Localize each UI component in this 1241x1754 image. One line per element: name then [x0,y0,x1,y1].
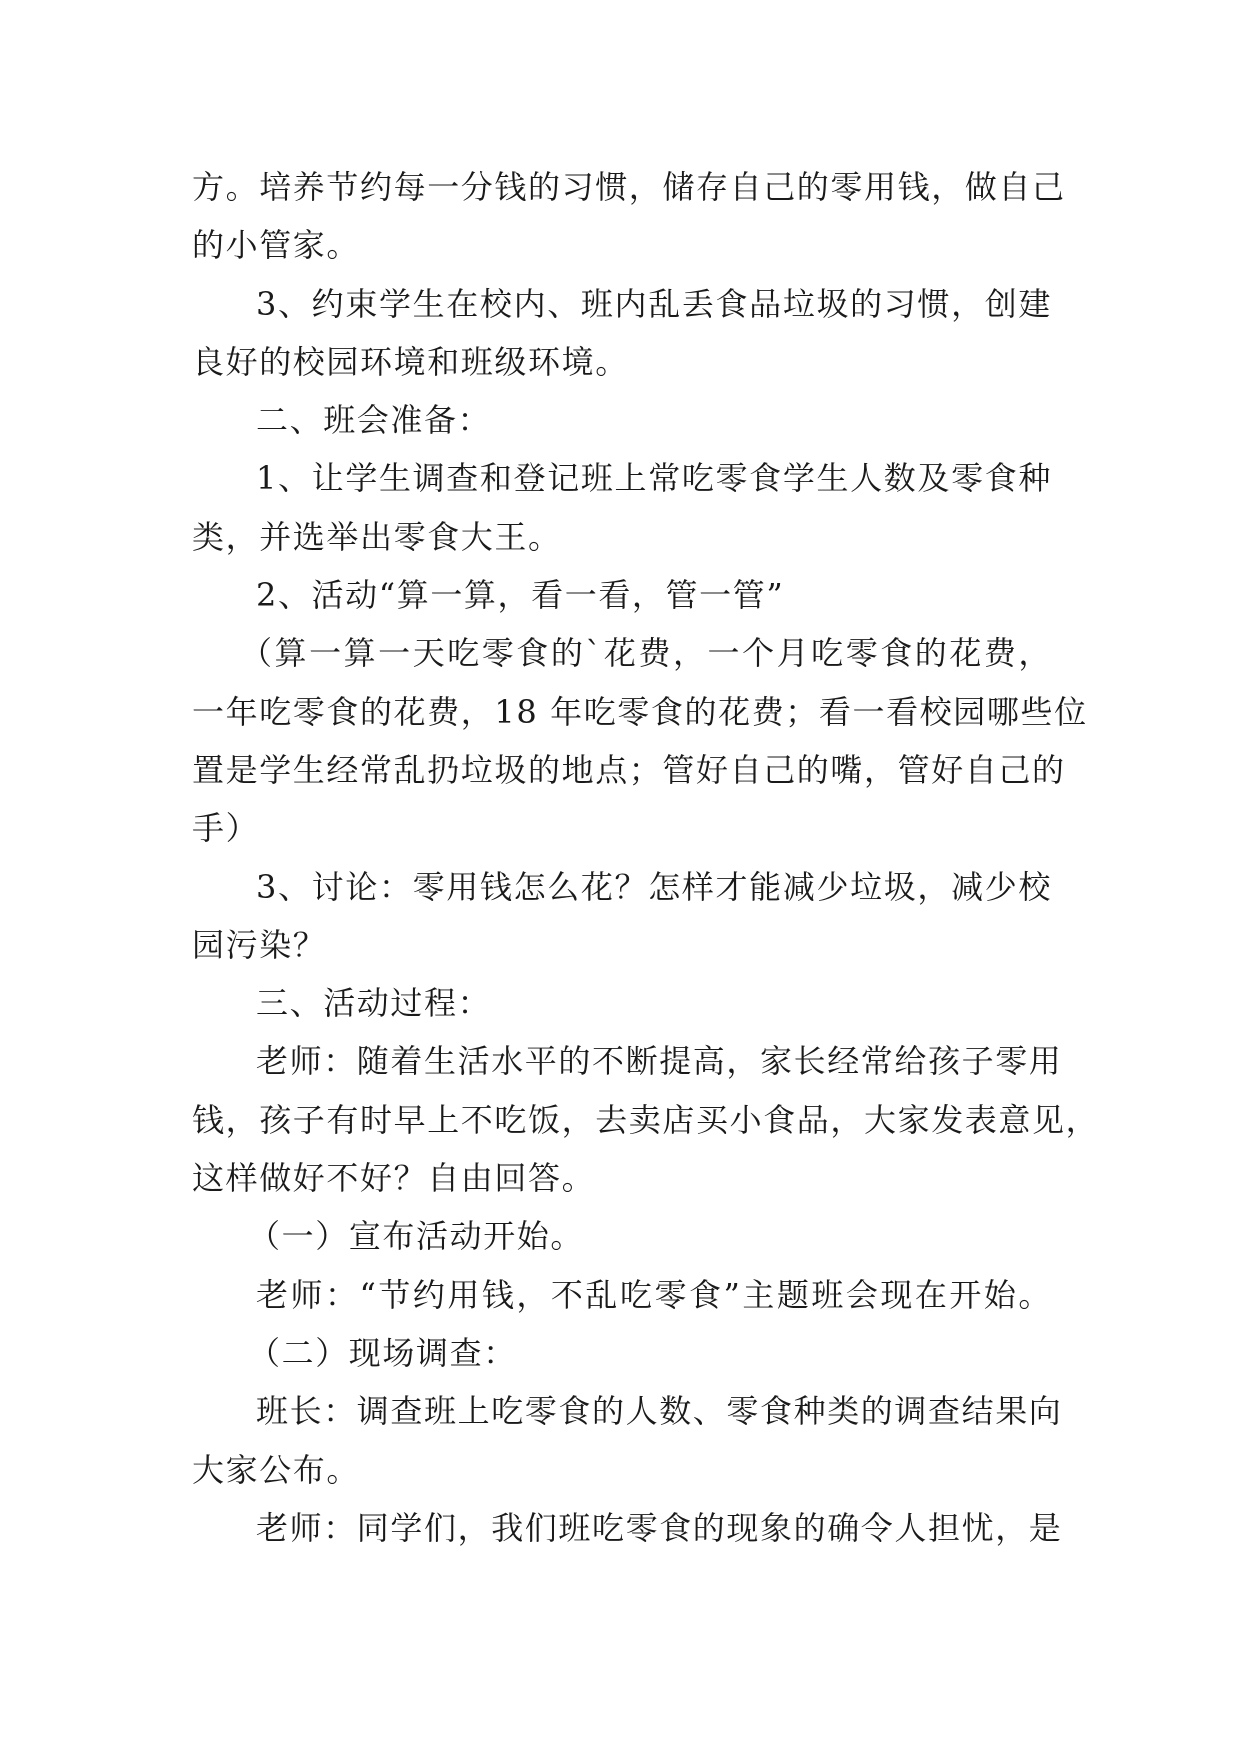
text-line: 大家公布。 [192,1450,361,1489]
document-body [192,158,1100,1557]
text-line: 老师：“节约用钱，不乱吃零食”主题班会现在开始。 [256,1275,1052,1314]
text-line: 的小管家。 [192,226,361,265]
text-line: 3、约束学生在校内、班内乱丢食品垃圾的习惯，创建 [256,284,1052,323]
text-line: 园污染？ [192,925,327,964]
text-line: 老师：随着生活水平的不断提高，家长经常给孩子零用 [256,1042,1063,1081]
subsection-heading: （二）现场调查： [248,1333,517,1372]
text-line: 手） [192,809,260,848]
text-line: 3、讨论：零用钱怎么花？怎样才能减少垃圾，减少校 [256,867,1052,906]
text-line: 1、让学生调查和登记班上常吃零食学生人数及零食种 [256,459,1052,498]
text-line: （算一算一天吃零食的`花费，一个月吃零食的花费， [240,634,1052,673]
text-line: 2、活动“算一算，看一看，管一管” [256,576,785,615]
text-line: 置是学生经常乱扔垃圾的地点；管好自己的嘴，管好自己的 [192,750,1066,789]
section-heading: 三、活动过程： [256,984,492,1023]
text-line: 钱，孩子有时早上不吃饭，去卖店买小食品，大家发表意见， [192,1100,1100,1139]
text-line: 一年吃零食的花费，18 年吃零食的花费；看一看校园哪些位 [192,692,1088,731]
text-line: 良好的校园环境和班级环境。 [192,342,629,381]
text-line: 方。培养节约每一分钱的习惯，储存自己的零用钱，做自己 [192,168,1066,206]
text-line: 类，并选举出零食大王。 [192,517,562,556]
section-heading: 二、班会准备： [256,401,492,440]
text-line: 这样做好不好？自由回答。 [192,1159,596,1198]
subsection-heading: （一）宣布活动开始。 [248,1217,585,1256]
text-line: 班长：调查班上吃零食的人数、零食种类的调查结果向 [256,1392,1063,1431]
text-line: 老师：同学们，我们班吃零食的现象的确令人担忧，是 [256,1508,1063,1547]
